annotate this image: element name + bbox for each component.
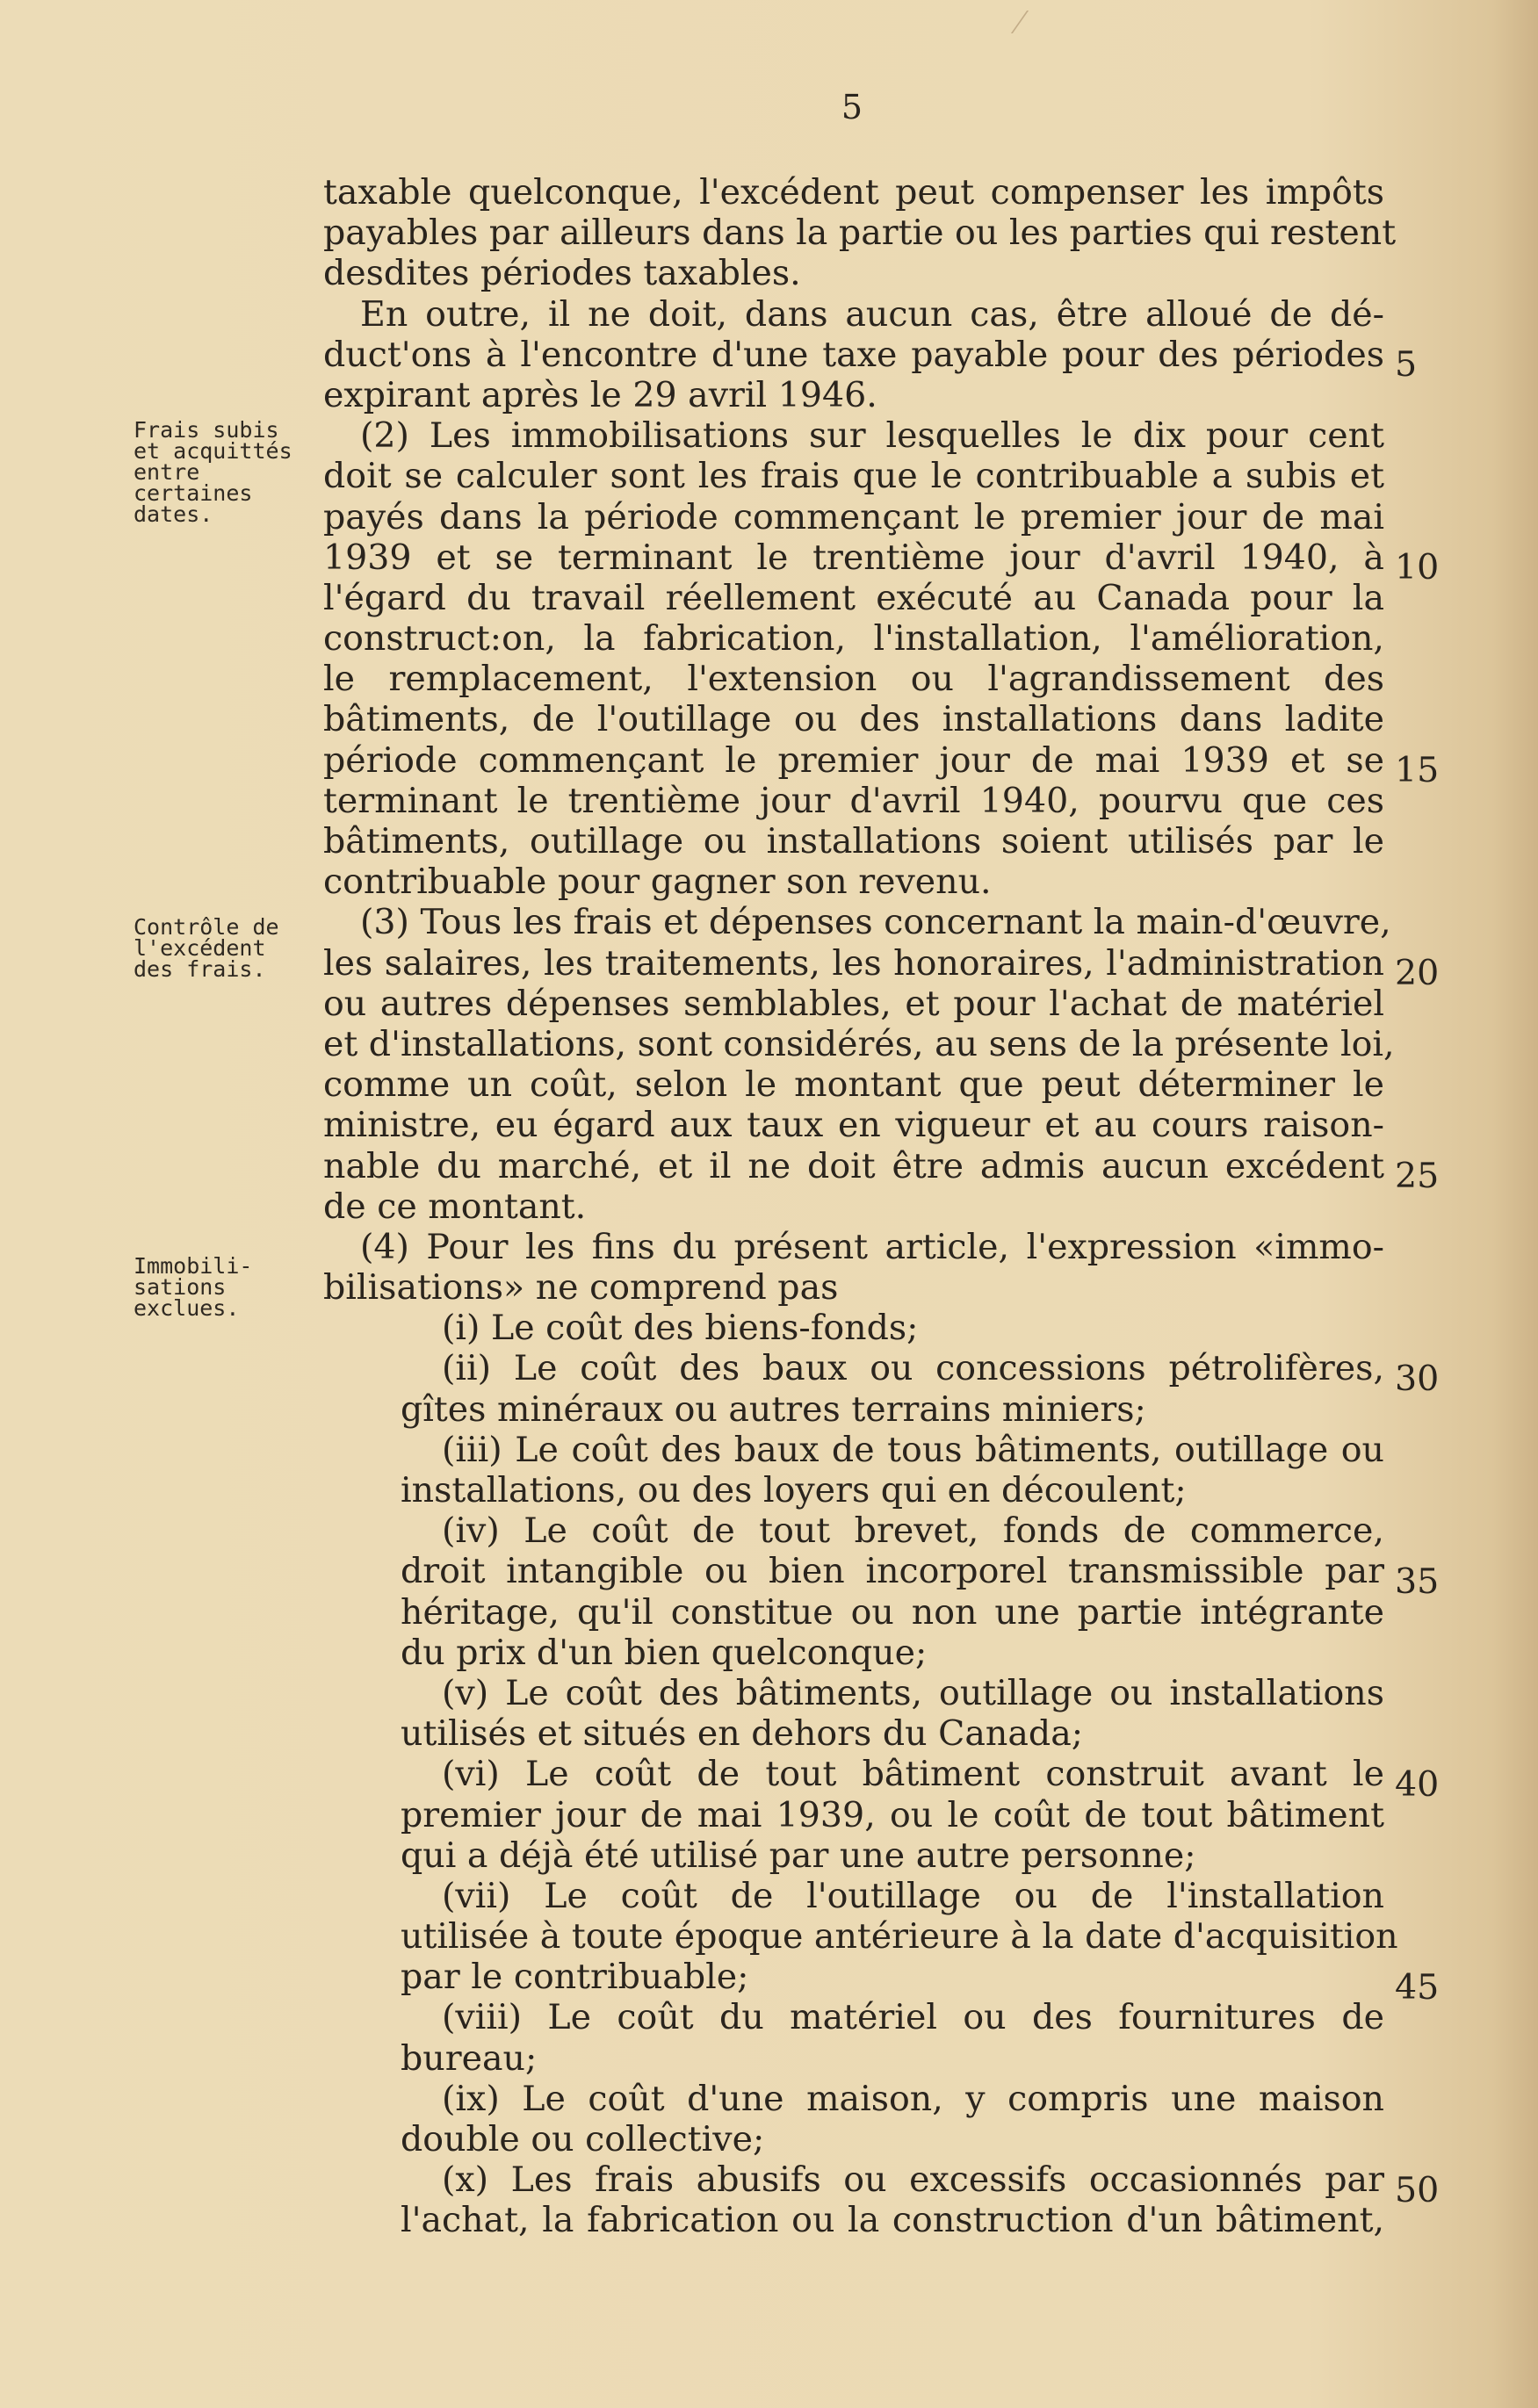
line-number: 30 (1395, 1359, 1440, 1399)
text-line: (2) Les immobilisations sur lesquelles le dix pour cent (360, 415, 1384, 457)
margin-note-frais-subis (134, 417, 300, 527)
text-line: installations, ou des loyers qui en découlent; (401, 1470, 1187, 1510)
margin-note-immobilisations (134, 1253, 300, 1321)
margin-note-line: l'excédent (134, 935, 266, 961)
margin-note-line: des frais. (134, 956, 266, 982)
line-number: 15 (1395, 750, 1440, 790)
text-line: premier jour de mai 1939, ou le coût de tout bâtiment (401, 1794, 1384, 1835)
text-line: (iii) Le coût des baux de tous bâtiments, outillage ou (442, 1429, 1384, 1470)
text-line: (v) Le coût des bâtiments, outillage ou installations (442, 1672, 1384, 1713)
text-line: (3) Tous les frais et dépenses concernant la main-d'œuvre, (360, 902, 1391, 943)
text-line: desdites périodes taxables. (323, 253, 801, 294)
text-line: construct:on, la fabrication, l'installation, l'amélioration, (323, 618, 1384, 660)
text-line: bâtiments, outillage ou installations soient utilisés par le (323, 821, 1384, 862)
text-line: doit se calculer sont les frais que le contribuable a subis et (323, 456, 1384, 497)
text-line: héritage, qu'il constitue ou non une partie intégrante (401, 1591, 1384, 1633)
text-line: bilisations» ne comprend pas (323, 1267, 839, 1309)
text-line: (4) Pour les fins du présent article, l'expression «immo- (360, 1226, 1384, 1267)
text-line: (x) Les frais abusifs ou excessifs occasionnés par (442, 2159, 1384, 2201)
text-line: comme un coût, selon le montant que peut déterminer le (323, 1064, 1384, 1106)
text-line: (viii) Le coût du matériel ou des fournitures de (442, 1997, 1384, 2038)
text-line: duct'ons à l'encontre d'une taxe payable pour des périodes (323, 334, 1384, 375)
text-line: 1939 et se terminant le trentième jour d'avril 1940, à (323, 537, 1384, 578)
text-line: le remplacement, l'extension ou l'agrandissement des (323, 659, 1384, 700)
text-line: par le contribuable; (401, 1957, 749, 1998)
margin-note-line: Contrôle de (134, 914, 279, 940)
margin-note-line: et acquittés (134, 438, 292, 464)
text-line: payables par ailleurs dans la partie ou les parties qui restent (323, 213, 1397, 254)
margin-note-line: certaines (134, 480, 253, 506)
line-number: 35 (1395, 1561, 1440, 1602)
line-number: 10 (1395, 547, 1440, 588)
text-line: (vi) Le coût de tout bâtiment construit avant le (442, 1754, 1384, 1795)
line-number: 20 (1395, 953, 1440, 993)
text-line: contribuable pour gagner son revenu. (323, 862, 992, 903)
text-line: taxable quelconque, l'excédent peut compenser les impôts (323, 172, 1384, 213)
line-number: 25 (1395, 1156, 1440, 1196)
text-line: les salaires, les traitements, les honoraires, l'administration (323, 942, 1384, 984)
text-line: utilisée à toute époque antérieure à la date d'acquisition (401, 1916, 1398, 1957)
text-line: expirant après le 29 avril 1946. (323, 374, 877, 415)
text-line: période commençant le premier jour de mai 1939 et se (323, 739, 1384, 781)
text-line: bureau; (401, 2037, 538, 2079)
margin-note-line: entre (134, 459, 200, 485)
text-line: payés dans la période commençant le premier jour de mai (323, 496, 1384, 537)
text-line: ou autres dépenses semblables, et pour l'achat de matériel (323, 983, 1384, 1024)
text-line: double ou collective; (401, 2119, 765, 2159)
margin-note-line: Frais subis (134, 417, 279, 443)
margin-note-line: dates. (134, 501, 213, 527)
text-line: du prix d'un bien quelconque; (401, 1632, 928, 1673)
line-number: 45 (1395, 1967, 1440, 2008)
text-line: et d'installations, sont considérés, au sens de la présente loi, (323, 1023, 1395, 1064)
text-line: nable du marché, et il ne doit être admis aucun excédent (323, 1145, 1384, 1186)
text-line: utilisés et situés en dehors du Canada; (401, 1713, 1084, 1755)
text-line: (i) Le coût des biens-fonds; (442, 1308, 919, 1349)
page-number: 5 (841, 88, 863, 126)
text-line: de ce montant. (323, 1186, 587, 1227)
body-text (323, 172, 1398, 2241)
pencil-mark (1011, 11, 1046, 33)
text-line: ministre, eu égard aux taux en vigueur et au cours raison- (323, 1105, 1384, 1146)
text-line: (vii) Le coût de l'outillage ou de l'installation (442, 1875, 1384, 1916)
margin-note-line: Immobili- (134, 1253, 253, 1279)
text-line: terminant le trentième jour d'avril 1940, pourvu que ces (323, 780, 1384, 821)
line-number: 5 (1395, 344, 1418, 385)
text-line: qui a déjà été utilisé par une autre personne; (401, 1835, 1196, 1876)
text-line: l'achat, la fabrication ou la construction d'un bâtiment, (401, 2200, 1384, 2241)
text-line: droit intangible ou bien incorporel transmissible par (401, 1551, 1384, 1592)
margin-note-controle (134, 914, 300, 982)
line-number: 40 (1395, 1764, 1440, 1805)
text-line: (ii) Le coût des baux ou concessions pétrolifères, (442, 1348, 1384, 1389)
text-line: bâtiments, de l'outillage ou des installations dans ladite (323, 699, 1384, 740)
text-line: (ix) Le coût d'une maison, y compris une maison (442, 2078, 1384, 2119)
text-line: gîtes minéraux ou autres terrains miniers; (401, 1388, 1146, 1430)
margin-note-line: exclues. (134, 1295, 240, 1321)
text-line: En outre, il ne doit, dans aucun cas, être alloué de dé- (360, 293, 1384, 335)
text-line: l'égard du travail réellement exécuté au Canada pour la (323, 577, 1384, 618)
text-line: (iv) Le coût de tout brevet, fonds de commerce, (442, 1510, 1384, 1552)
margin-note-line: sations (134, 1274, 227, 1300)
line-number: 50 (1395, 2170, 1440, 2210)
